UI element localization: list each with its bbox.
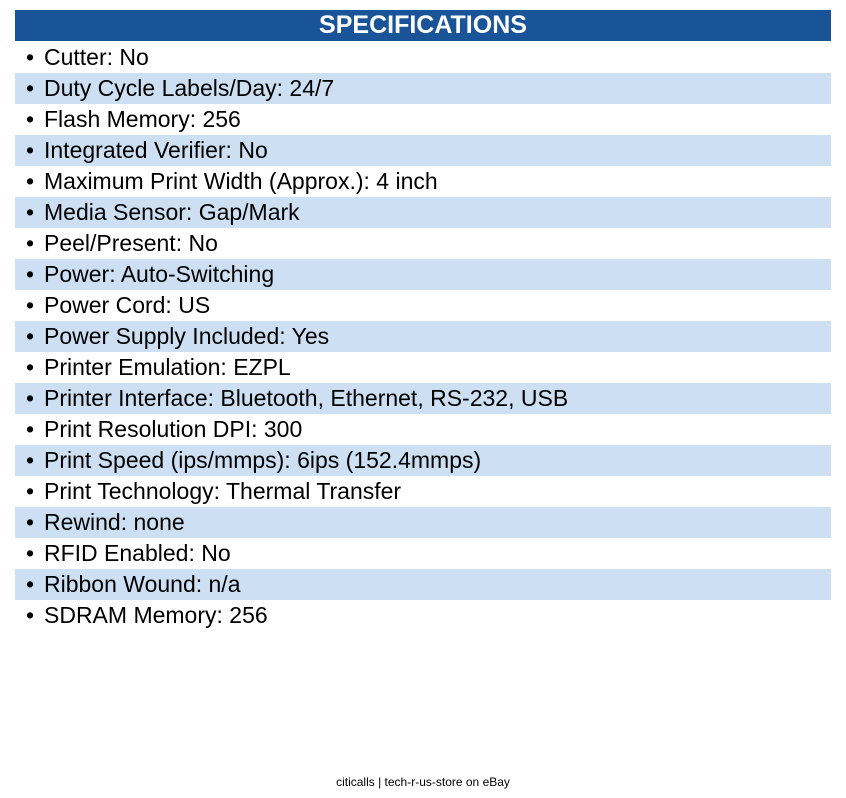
bullet-icon: • — [25, 354, 35, 380]
spec-item-print-technology — [15, 476, 831, 507]
bullet-icon: • — [25, 602, 35, 628]
spec-item-power-cord — [15, 290, 831, 321]
bullet-icon: • — [25, 292, 35, 318]
spec-text: Print Speed (ips/mmps): 6ips (152.4mmps) — [44, 447, 482, 473]
bullet-icon: • — [25, 261, 35, 287]
bullet-icon: • — [25, 323, 35, 349]
specifications-title: SPECIFICATIONS — [319, 11, 527, 39]
bullet-icon: • — [25, 137, 35, 163]
bullet-icon: • — [25, 44, 35, 70]
spec-item-media-sensor — [15, 197, 831, 228]
bullet-icon: • — [25, 106, 35, 132]
spec-text: Duty Cycle Labels/Day: 24/7 — [44, 75, 335, 101]
spec-item-ribbon-wound — [15, 569, 831, 600]
spec-item-printer-emulation — [15, 352, 831, 383]
spec-item-print-speed — [15, 445, 831, 476]
spec-item-flash-memory — [15, 104, 831, 135]
bullet-icon: • — [25, 385, 35, 411]
spec-item-integrated-verifier — [15, 135, 831, 166]
bullet-icon: • — [25, 230, 35, 256]
bullet-icon: • — [25, 168, 35, 194]
spec-item-rfid-enabled — [15, 538, 831, 569]
spec-text: Power Supply Included: Yes — [44, 323, 330, 349]
spec-item-sdram-memory — [15, 600, 831, 631]
spec-item-rewind — [15, 507, 831, 538]
spec-text: Ribbon Wound: n/a — [44, 571, 241, 597]
spec-text: Peel/Present: No — [44, 230, 218, 256]
store-footer — [0, 774, 846, 790]
spec-text: Cutter: No — [44, 44, 149, 70]
spec-text: Rewind: none — [44, 509, 185, 535]
spec-text: Printer Interface: Bluetooth, Ethernet, RS-232, USB — [44, 385, 569, 411]
specifications-list — [15, 42, 831, 631]
spec-text: Maximum Print Width (Approx.): 4 inch — [44, 168, 438, 194]
spec-text: Media Sensor: Gap/Mark — [44, 199, 300, 225]
spec-text: Print Resolution DPI: 300 — [44, 416, 303, 442]
spec-item-cutter — [15, 42, 831, 73]
spec-item-power — [15, 259, 831, 290]
spec-text: Integrated Verifier: No — [44, 137, 268, 163]
spec-item-max-print-width — [15, 166, 831, 197]
bullet-icon: • — [25, 447, 35, 473]
spec-text: RFID Enabled: No — [44, 540, 231, 566]
spec-text: Power: Auto-Switching — [44, 261, 275, 287]
spec-text: SDRAM Memory: 256 — [44, 602, 268, 628]
bullet-icon: • — [25, 509, 35, 535]
bullet-icon: • — [25, 199, 35, 225]
spec-text: Flash Memory: 256 — [44, 106, 241, 132]
spec-item-power-supply — [15, 321, 831, 352]
bullet-icon: • — [25, 571, 35, 597]
bullet-icon: • — [25, 478, 35, 504]
footer-text: citicalls | tech-r-us-store on eBay — [336, 775, 510, 789]
spec-text: Printer Emulation: EZPL — [44, 354, 291, 380]
spec-item-peel-present — [15, 228, 831, 259]
spec-text: Power Cord: US — [44, 292, 211, 318]
bullet-icon: • — [25, 75, 35, 101]
bullet-icon: • — [25, 416, 35, 442]
spec-item-duty-cycle — [15, 73, 831, 104]
bullet-icon: • — [25, 540, 35, 566]
specifications-header — [15, 10, 831, 41]
spec-item-printer-interface — [15, 383, 831, 414]
spec-text: Print Technology: Thermal Transfer — [44, 478, 402, 504]
spec-item-print-resolution — [15, 414, 831, 445]
